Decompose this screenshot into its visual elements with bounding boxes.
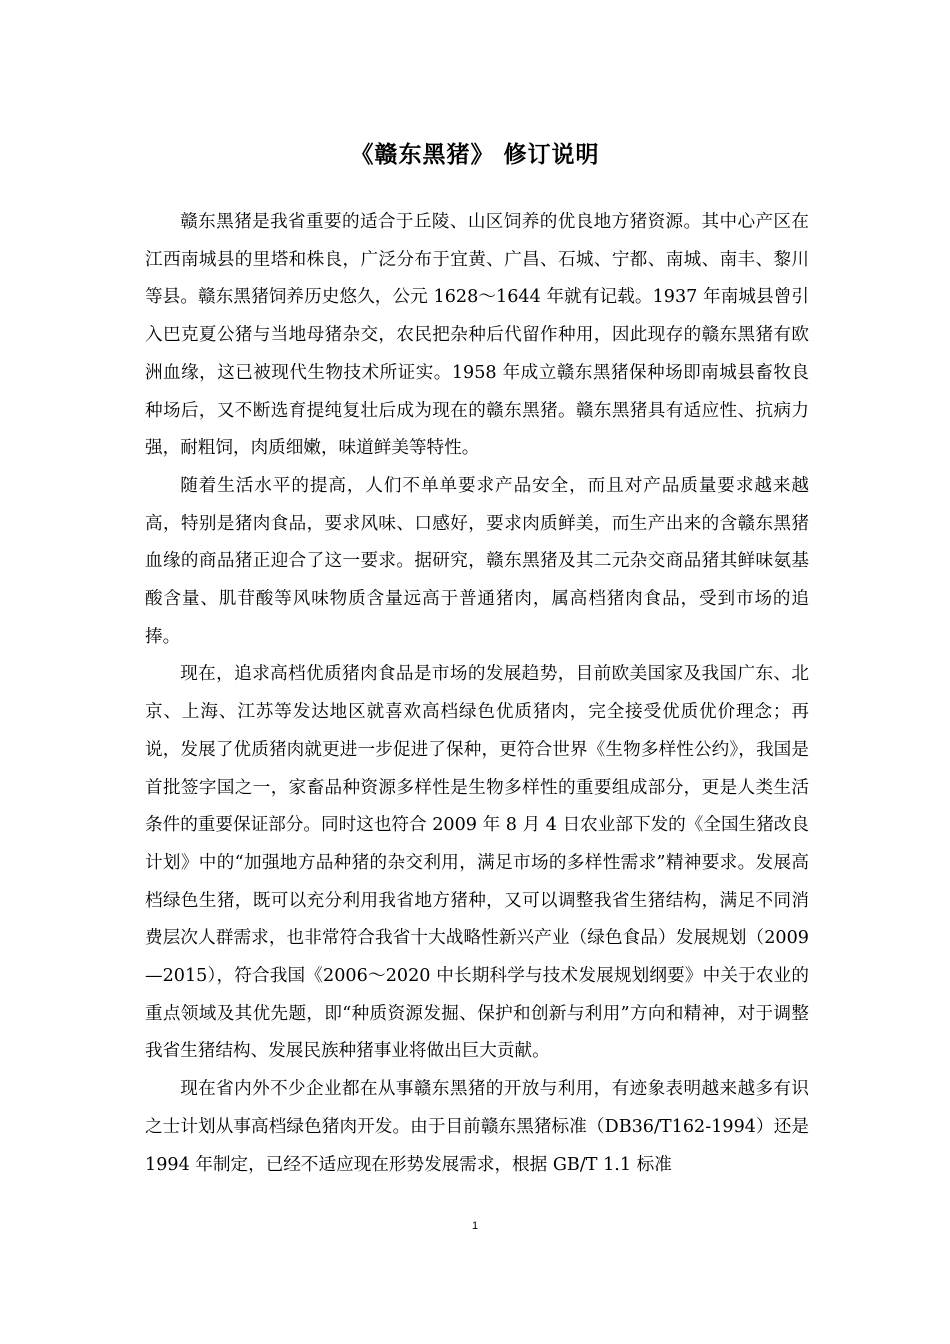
paragraph-trend: 现在，追求高档优质猪肉食品是市场的发展趋势，目前欧美国家及我国广东、北京、上海、江苏等发达地区就喜欢高档绿色优质猪肉，完全接受优质优价理念；再说，发展了优质猪肉就更进一步促进了保种，更符合世界《生物多样性公约》，我国是首批签字国之一，家畜品种资源多样性是生物多样性的重要组成部分，更是人类生活条件的重要保证部分。同时这也符合 2009 年 8 月 4 日农业部下发的《全国生猪改良计划》中的“加强地方品种猪的杂交利用，满足市场的多样性需求”精神要求。发展高档绿色生猪，既可以充分利用我省地方猪种，又可以调整我省生猪结构，满足不同消费层次人群需求，也非常符合我省十大战略性新兴产业（绿色食品）发展规划（2009—2015），符合我国《2006～2020 中长期科学与技术发展规划纲要》中关于农业的重点领域及其优先题，即“种质资源发掘、保护和创新与利用”方向和精神，对于调整我省生猪结构、发展民族种猪事业将做出巨大贡献。 [145,664,809,1062]
document-body [145,204,809,1184]
paragraph-standard: 现在省内外不少企业都在从事赣东黑猪的开放与利用，有迹象表明越来越多有识之士计划从事高档绿色猪肉开发。由于目前赣东黑猪标准（DB36/T162-1994）还是 1994 年制定，已经不适应现在形势发展需求，根据 GB/T 1.1 标准 [145,1079,809,1175]
page-number: 1 [471,1220,479,1232]
page-title: 《赣东黑猪》 修订说明 [350,142,600,168]
paragraph-quality: 随着生活水平的提高，人们不单单要求产品安全，而且对产品质量要求越来越高，特别是猪肉食品，要求风味、口感好，要求肉质鲜美，而生产出来的含赣东黑猪血缘的商品猪正迎合了这一要求。据研究，赣东黑猪及其二元杂交商品猪其鲜味氨基酸含量、肌苷酸等风味物质含量远高于普通猪肉，属高档猪肉食品，受到市场的追捧。 [145,475,809,647]
paragraph-intro: 赣东黑猪是我省重要的适合于丘陵、山区饲养的优良地方猪资源。其中心产区在江西南城县的里塔和株良，广泛分布于宜黄、广昌、石城、宁都、南城、南丰、黎川等县。赣东黑猪饲养历史悠久，公元 1628～1644 年就有记载。1937 年南城县曾引入巴克夏公猪与当地母猪杂交，农民把杂种后代留作种用，因此现存的赣东黑猪有欧洲血缘，这已被现代生物技术所证实。1958 年成立赣东黑猪保种场即南城县畜牧良种场后，又不断选育提纯复壮后成为现在的赣东黑猪。赣东黑猪具有适应性、抗病力强，耐粗饲，肉质细嫩，味道鲜美等特性。 [145,212,809,459]
